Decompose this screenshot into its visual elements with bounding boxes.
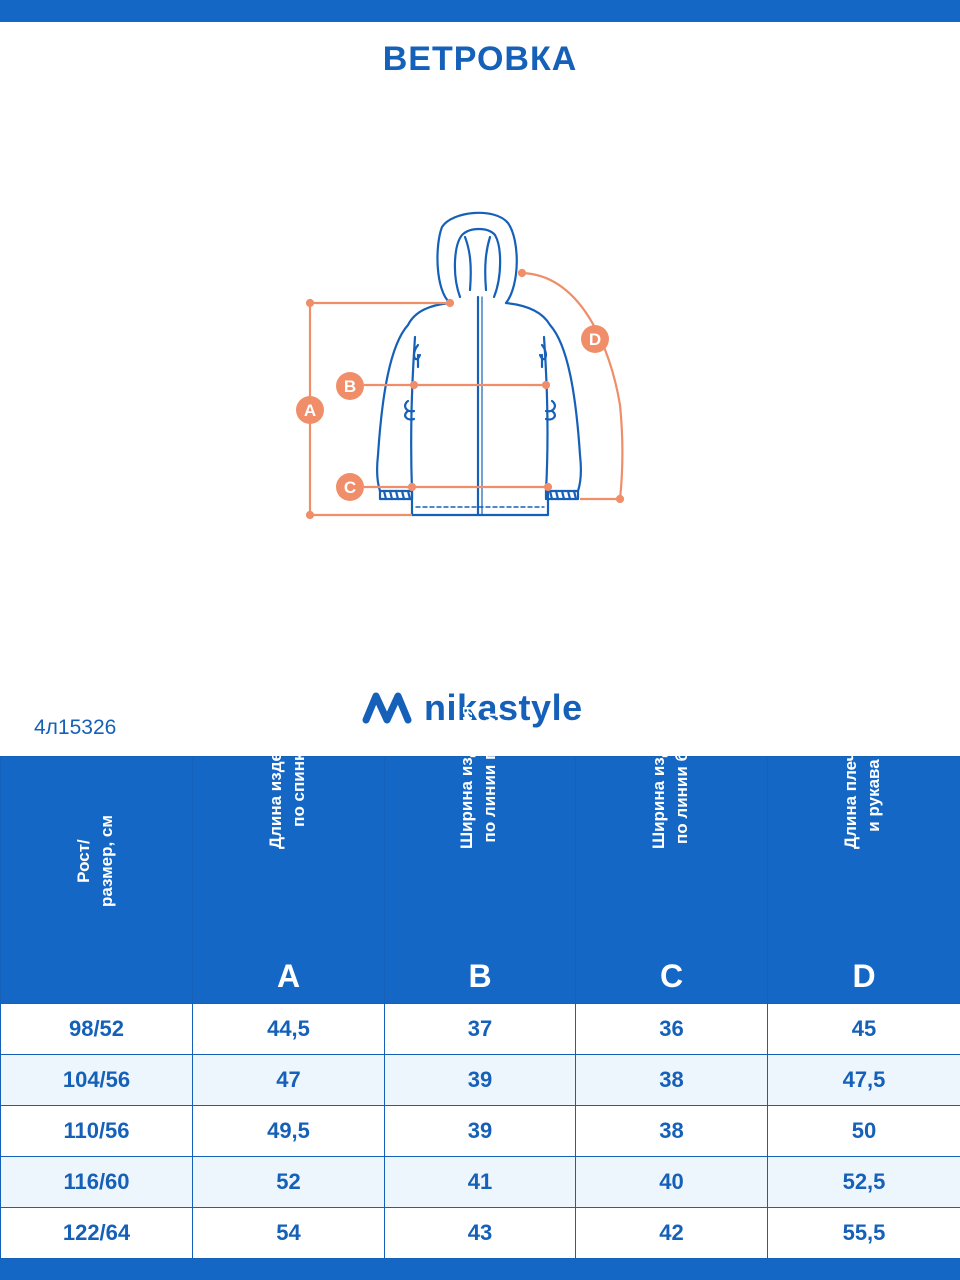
cell-size: 104/56 [1,1055,193,1106]
header-hip-width [576,705,768,1004]
header-letter: D [852,958,876,994]
cell-d: 45 [768,1004,960,1055]
header-length-back [193,721,385,1004]
cell-size: 122/64 [1,1208,193,1259]
header-letter: C [659,958,684,994]
article-number: 4л15326 [34,716,117,739]
header-line1: Рост/ [73,839,93,883]
table-row [1,1157,960,1208]
cell-b: 41 [385,1157,576,1208]
header-letter: B [468,958,492,994]
badge-c-label: C [343,478,357,497]
cell-b: 39 [385,1106,576,1157]
cell-d: 50 [768,1106,960,1157]
cell-b: 43 [385,1208,576,1259]
header-line1: Ширина изделия [648,705,668,850]
cell-a: 54 [193,1208,385,1259]
cell-c: 38 [576,1106,768,1157]
cell-d: 47,5 [768,1055,960,1106]
header-line2: и рукава [863,759,883,832]
header-line1: Ширина изделия [457,705,476,850]
cell-b: 39 [385,1055,576,1106]
cell-d: 52,5 [768,1157,960,1208]
badge-a-label: A [303,401,317,420]
cell-size: 98/52 [1,1004,193,1055]
jacket-outline [377,213,581,515]
brand-name: nikastyle [424,687,583,728]
measure-badges [296,325,609,501]
table-row [1,1004,960,1055]
cell-size: 110/56 [1,1106,193,1157]
brand-wave-icon [362,686,412,730]
cell-c: 42 [576,1208,768,1259]
cell-d: 55,5 [768,1208,960,1259]
badge-d-label: D [588,330,602,349]
header-letter: A [276,958,301,994]
header-line1: Длина изделия [265,721,285,850]
header-line2: по линии груди [479,712,499,843]
top-bar [0,0,960,22]
table-row [1,1055,960,1106]
cell-c: 40 [576,1157,768,1208]
table-row [1,1106,960,1157]
table-row [1,1208,960,1259]
cell-size: 116/60 [1,1157,193,1208]
header-height-size [1,757,193,1004]
header-line2: размер, см [96,815,116,908]
cell-a: 44,5 [193,1004,385,1055]
cell-a: 49,5 [193,1106,385,1157]
bottom-bar [0,1259,960,1280]
cell-a: 47 [193,1055,385,1106]
table-header-row [1,757,960,1004]
header-line2: по спинке [288,743,308,827]
header-shoulder-sleeve [768,742,960,1004]
badge-b-label: B [343,377,357,396]
cell-a: 52 [193,1157,385,1208]
header-line1: Длина плеча [841,742,860,850]
cell-b: 37 [385,1004,576,1055]
jacket-diagram [290,205,650,535]
cell-c: 38 [576,1055,768,1106]
page-title: ВЕТРОВКА [382,40,578,78]
cell-c: 36 [576,1004,768,1055]
header-line2: по линии бёдер [671,711,691,845]
